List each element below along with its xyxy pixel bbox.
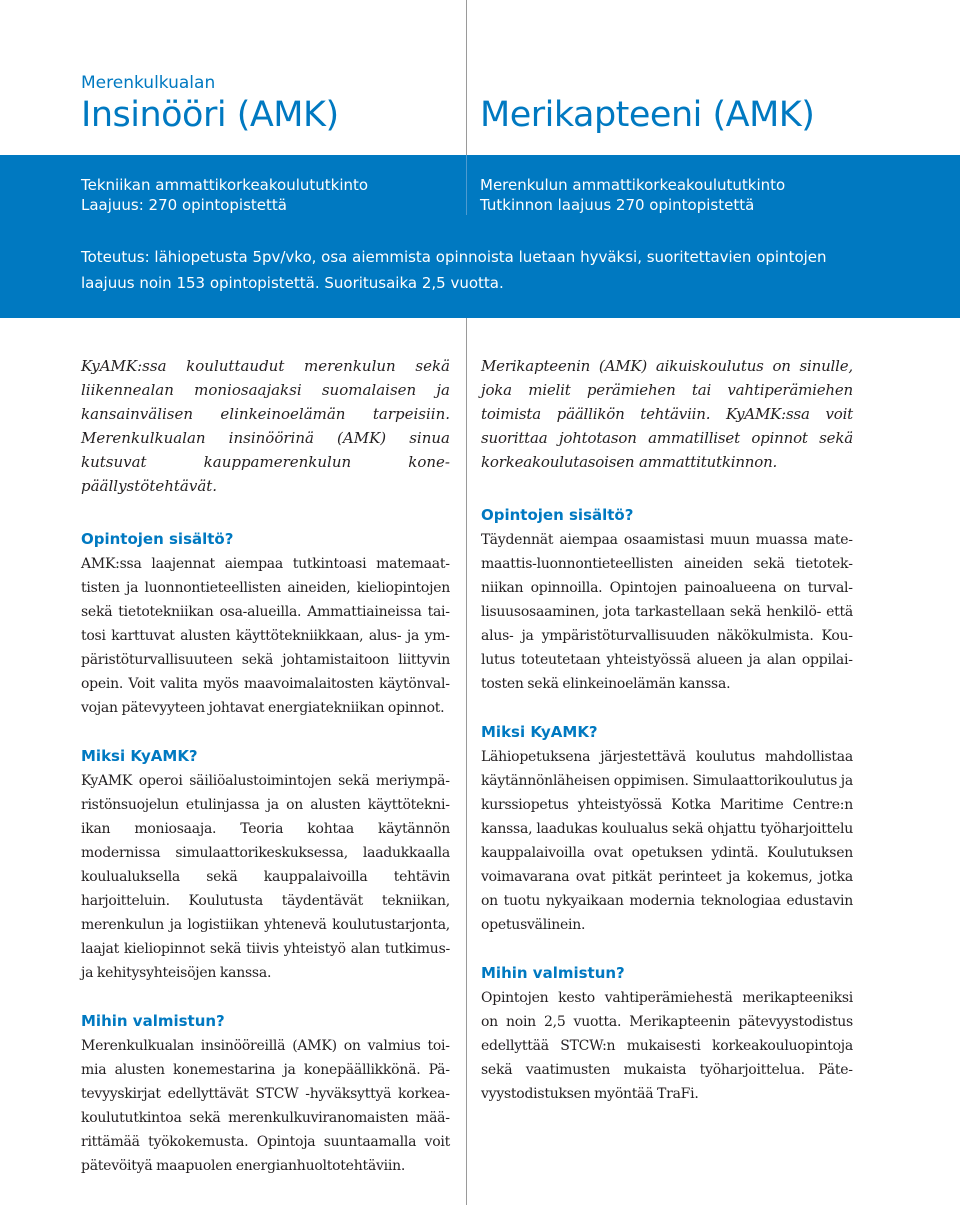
right-heading-career: Mihin valmistun? [481,964,625,982]
right-heading-why: Miksi KyAMK? [481,723,598,741]
left-text-content: AMK:ssa laajennat aiempaa tutkintoasi matemaattisten ja luonnontieteellisten aineiden, kieliopintojen sekä tietotekniikan osa-alueilla. Ammattiaineissa taitosi karttuvat alusten käyttötekniikkaan, alus- ja ympäristöturvallisuuteen sekä johtamistaitoon liittyvin opein. Voit valita myös maavoimalaitosten käytönvalvojan pätevyyteen johtavat energiatekniikan opinnot. [81,556,450,716]
left-degree: Tekniikan ammattikorkeakoulututkinto [81,176,369,194]
right-scope: Tutkinnon laajuus 270 opintopistettä [480,196,755,214]
left-heading-why: Miksi KyAMK? [81,747,198,765]
left-scope: Laajuus: 270 opintopistettä [81,196,287,214]
right-degree: Merenkulun ammattikorkeakoulututkinto [480,176,786,194]
left-text-why: KyAMK operoi säiliöalustoimintojen sekä meriympäristönsuojelun etulinjassa ja on alusten käyttötekniikan moniosaaja. Teoria kohtaa käytännön modernissa simulaattorikeskuksessa, laadukkaalla koulualuksella sekä kauppalaivoilla tehtävin harjoitteluin. Koulutusta täydentävät tekniikan, merenkulun ja logistiikan yhtenevä koulutustarjonta, laajat kieliopinnot sekä tiivis yhteistyö alan tutkimus- ja kehitysyhteisöjen kanssa. [81,773,450,981]
implementation-text: Toteutus: lähiopetusta 5pv/vko, osa aiemmista opinnoista luetaan hyväksi, suoritettavien opintojen laajuus noin 153 opintopistettä. Suoritusaika 2,5 vuotta. [81,248,827,292]
right-column [481,354,853,1106]
left-header [81,73,339,137]
left-supertitle: Merenkulkualan [81,73,216,93]
left-column [81,354,450,1178]
right-degree-info [480,175,920,215]
left-intro: KyAMK:ssa kouluttaudut merenkulun sekä liikennealan moniosaajaksi suomalaisen ja kansainvälisen elinkeinoelämän tarpeisiin. Merenkulkualan insinöörinä (AMK) sinua kutsuvat kauppamerenkulun konepäällystötehtävät. [81,357,450,495]
left-heading-career: Mihin valmistun? [81,1012,225,1030]
left-degree-info [81,175,461,215]
right-text-career: Opintojen kesto vahtiperämiehestä merikapteeniksi on noin 2,5 vuotta. Merikapteenin pätevyystodistus edellyttää STCW:n mukaisesti korkeakouluopintoja sekä vaatimusten mukaista työharjoittelua. Pätevyystodistuksen myöntää TraFi. [481,990,853,1102]
column-divider-bottom [466,318,467,1205]
right-intro: Merikapteenin (AMK) aikuiskoulutus on sinulle, joka mielit perämiehen tai vahtiperämiehen toimista päällikön tehtäviin. KyAMK:ssa voit suorittaa johtotason ammatilliset opinnot sekä korkeakoulutasoisen ammattitutkinnon. [481,357,853,471]
left-heading-content: Opintojen sisältö? [81,530,234,548]
column-divider-top [466,0,467,155]
band-divider [466,155,467,215]
left-title: Insinööri (AMK) [81,95,339,135]
right-text-why: Lähiopetuksena järjestettävä koulutus mahdollistaa käytännönläheisen oppimisen. Simulaattorikoulutus ja kurssiopetus yhteistyössä Kotka Maritime Centre:n kanssa, laadukas koulualus sekä ohjattu työharjoittelu kauppalaivoilla ovat opetuksen ydintä. Koulutuksen voimavarana ovat pitkät perinteet ja kokemus, jotka on tuotu nykyaikaan modernia teknologiaa edustavin opetusvälinein. [481,749,853,933]
right-heading-content: Opintojen sisältö? [481,506,634,524]
right-header [480,93,814,137]
info-band [0,155,960,318]
right-text-content: Täydennät aiempaa osaamistasi muun muassa matemaattis-luonnontieteellisten aineiden sekä tietotekniikan opinnoilla. Opintojen painoalueena on turvallisuusosaaminen, jota tarkastellaan sekä henkilö- että alus- ja ympäristöturvallisuuden näkökulmista. Koulutus toteutetaan yhteistyössä alueen ja alan oppilaitosten sekä elinkeinoelämän kanssa. [481,532,853,692]
right-title: Merikapteeni (AMK) [480,95,815,135]
left-text-career: Merenkulkualan insinööreillä (AMK) on valmius toimia alusten konemestarina ja konepäällikkönä. Pätevyyskirjat edellyttävät STCW -hyväksyttyä korkeakoulututkintoa sekä merenkulkuviranomaisten määrittämää työkokemusta. Opintoja suuntaamalla voit pätevöityä maapuolen energianhuoltotehtäviin. [81,1038,450,1174]
